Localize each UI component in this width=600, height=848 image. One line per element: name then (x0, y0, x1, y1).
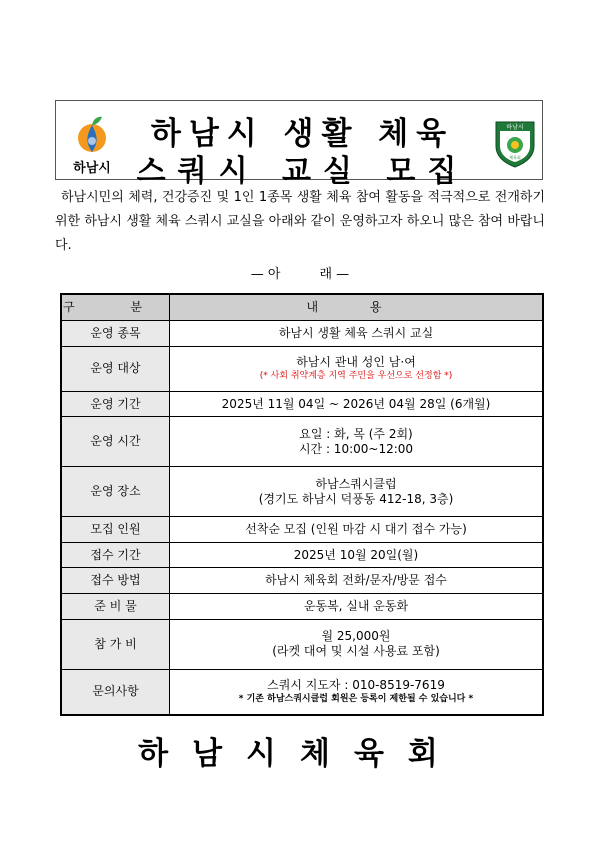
row-key: 운영 대상 (61, 346, 170, 391)
row-value-text: 운동복, 실내 운동화 (303, 598, 409, 613)
table-row (61, 669, 543, 715)
priority-note: (* 사회 취약계층 지역 주민을 우선으로 선정함 *) (259, 371, 453, 382)
row-value (170, 619, 544, 669)
table-row (61, 391, 543, 417)
row-value-text: 하남시 관내 성인 남·여 (296, 355, 416, 370)
row-value-text-2: 시간 : 10:00~12:00 (298, 441, 414, 456)
table-row (61, 542, 543, 568)
row-value-text: 하남시 체육회 전화/문자/방문 접수 (265, 573, 447, 588)
emblem-top-text: 하남시 (506, 124, 524, 131)
row-key: 접수 방법 (61, 568, 170, 594)
row-key: 모집 인원 (61, 517, 170, 543)
row-value (170, 391, 544, 417)
row-key: 준 비 물 (61, 594, 170, 620)
table-row (61, 568, 543, 594)
header-key: 구 분 (61, 294, 170, 321)
table-row (61, 417, 543, 467)
row-value-text: 하남시 생활 체육 스쿼시 교실 (278, 325, 434, 340)
hanam-logo-icon (62, 111, 122, 157)
header-value: 내 용 (170, 294, 544, 321)
page-title-line2: 스쿼시 교실 모집 (136, 154, 469, 189)
row-key: 참 가 비 (61, 619, 170, 669)
row-value-text: 스쿼시 지도자 : 010-8519-7619 (267, 678, 445, 693)
row-key: 운영 종목 (61, 321, 170, 347)
row-value-text: 월 25,000원 (321, 629, 391, 644)
row-value (170, 517, 544, 543)
emblem-bottom-text: 체육회 (509, 155, 521, 160)
section-divider-label: — 아 래 — (250, 267, 350, 282)
row-value-text: 선착순 모집 (인원 마감 시 대기 접수 가능) (245, 521, 467, 536)
table-row (61, 517, 543, 543)
table-row (61, 467, 543, 517)
shield-emblem-icon (493, 118, 537, 168)
row-value-text-2: (경기도 하남시 덕풍동 412-18, 3층) (258, 491, 454, 506)
row-value-text: 2025년 10월 20일(월) (293, 547, 419, 562)
row-key: 운영 시간 (61, 417, 170, 467)
hanam-logo (62, 111, 122, 177)
table-row (61, 594, 543, 620)
sports-council-emblem (493, 118, 537, 168)
table-header-row (61, 294, 543, 321)
row-key: 접수 기간 (61, 542, 170, 568)
row-value (170, 467, 544, 517)
row-value (170, 568, 544, 594)
logo-text: 하남시 (73, 161, 111, 176)
organization-footer: 하남시체육회 (138, 736, 462, 772)
table-row (61, 346, 543, 391)
info-table (60, 293, 544, 716)
row-value (170, 594, 544, 620)
row-value (170, 321, 544, 347)
row-value-text: 요일 : 화, 목 (주 2회) (299, 426, 413, 441)
row-value (170, 669, 544, 715)
row-value-text: 2025년 11월 04일 ~ 2026년 04월 28일 (6개월) (221, 396, 491, 411)
row-value-text-2: (라켓 대여 및 시설 사용료 포함) (272, 644, 440, 659)
intro-paragraph: 하남시민의 체력, 건강증진 및 1인 1종목 생활 체육 참여 활동을 적극적으로 전개하기 위한 하남시 생활 체육 스쿼시 교실을 아래와 같이 운영하고자 하오니 많은 참여 바랍니다. (55, 190, 545, 253)
row-key: 운영 기간 (61, 391, 170, 417)
row-value-text: 하남스쿼시클럽 (315, 476, 397, 491)
row-value (170, 417, 544, 467)
row-value (170, 542, 544, 568)
row-key: 운영 장소 (61, 467, 170, 517)
row-value (170, 346, 544, 391)
table-row (61, 321, 543, 347)
restriction-note: * 기존 하남스쿼시클럽 회원은 등록이 제한될 수 있습니다 * (238, 694, 474, 705)
page-title-line1: 하남시 생활 체육 (150, 116, 455, 152)
row-key: 문의사항 (61, 669, 170, 715)
table-row (61, 619, 543, 669)
